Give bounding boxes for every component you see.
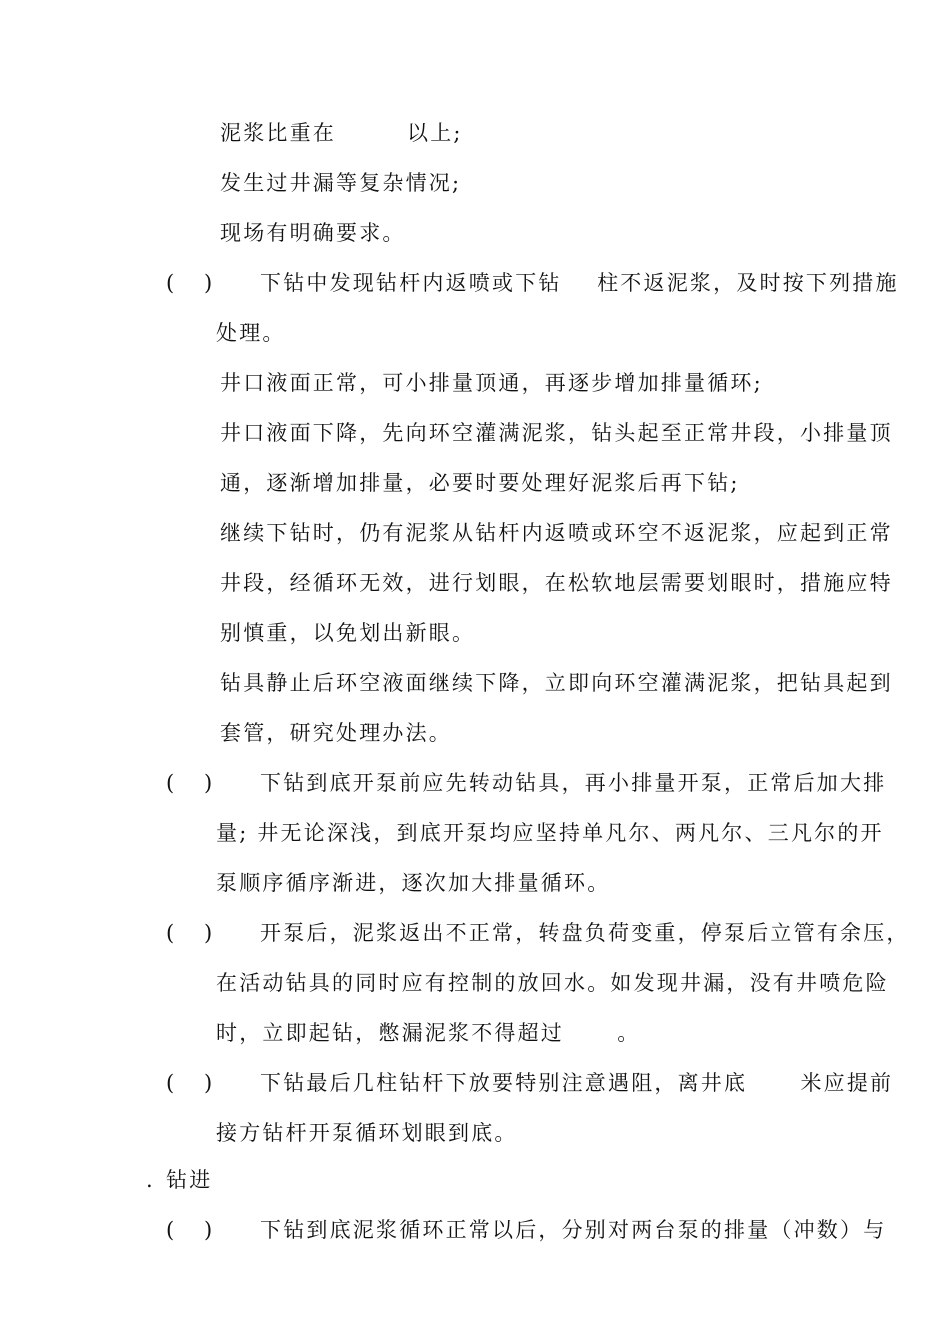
item-1-paren-close: ) <box>204 271 213 295</box>
sub-1-line-6: 别慎重，以免划出新眼。 <box>220 621 476 645</box>
condition-line-1: 泥浆比重在 以上; <box>220 121 463 145</box>
item-3-cont-line-2: 时，立即起钻，憋漏泥浆不得超过 。 <box>216 1021 641 1045</box>
sub-1-line-2: 井口液面下降，先向环空灌满泥浆，钻头起至正常井段，小排量顶 <box>220 421 893 445</box>
item-5-first-line: 下钻到底泥浆循环正常以后，分别对两台泵的排量（冲数）与 <box>260 1218 887 1242</box>
item-4-paren-open: ( <box>166 1071 175 1095</box>
sub-1-line-3: 通，逐渐增加排量，必要时要处理好泥浆后再下钻; <box>220 471 740 495</box>
section-number-dot: . <box>146 1168 153 1192</box>
item-2-cont-line-2: 泵顺序循序渐进，逐次加大排量循环。 <box>216 871 611 895</box>
item-1-cont-line: 处理。 <box>216 321 286 345</box>
sub-1-line-5: 井段，经循环无效，进行划眼，在松软地层需要划眼时，措施应特 <box>220 571 893 595</box>
item-4-paren-close: ) <box>204 1071 213 1095</box>
condition-line-3: 现场有明确要求。 <box>220 221 406 245</box>
item-4-cont-line-1: 接方钻杆开泵循环划眼到底。 <box>216 1121 518 1145</box>
sub-1-line-7: 钻具静止后环空液面继续下降，立即向环空灌满泥浆，把钻具起到 <box>220 671 893 695</box>
item-3-paren-open: ( <box>166 921 175 945</box>
item-1-first-line: 下钻中发现钻杆内返喷或下钻 柱不返泥浆，及时按下列措施 <box>260 271 899 295</box>
item-4-first-line: 下钻最后几柱钻杆下放要特别注意遇阻，离井底 米应提前 <box>260 1071 894 1095</box>
item-5-paren-close: ) <box>204 1218 213 1242</box>
item-5-paren-open: ( <box>166 1218 175 1242</box>
sub-1-line-8: 套管，研究处理办法。 <box>220 721 452 745</box>
item-2-paren-close: ) <box>204 771 213 795</box>
condition-line-2: 发生过井漏等复杂情况; <box>220 171 462 195</box>
item-3-cont-line-1: 在活动钻具的同时应有控制的放回水。如发现井漏，没有井喷危险 <box>216 971 889 995</box>
item-2-first-line: 下钻到底开泵前应先转动钻具，再小排量开泵，正常后加大排 <box>260 771 887 795</box>
item-2-cont-line-1: 量; 井无论深浅，到底开泵均应坚持单凡尔、两凡尔、三凡尔的开 <box>216 821 884 845</box>
item-1-paren-open: ( <box>166 271 175 295</box>
section-title: 钻进 <box>166 1168 213 1192</box>
item-3-paren-close: ) <box>204 921 213 945</box>
sub-1-line-1: 井口液面正常，可小排量顶通，再逐步增加排量循环; <box>220 371 763 395</box>
item-3-first-line: 开泵后，泥浆返出不正常，转盘负荷变重，停泵后立管有余压， <box>260 921 910 945</box>
sub-1-line-4: 继续下钻时，仍有泥浆从钻杆内返喷或环空不返泥浆，应起到正常 <box>220 521 893 545</box>
item-2-paren-open: ( <box>166 771 175 795</box>
